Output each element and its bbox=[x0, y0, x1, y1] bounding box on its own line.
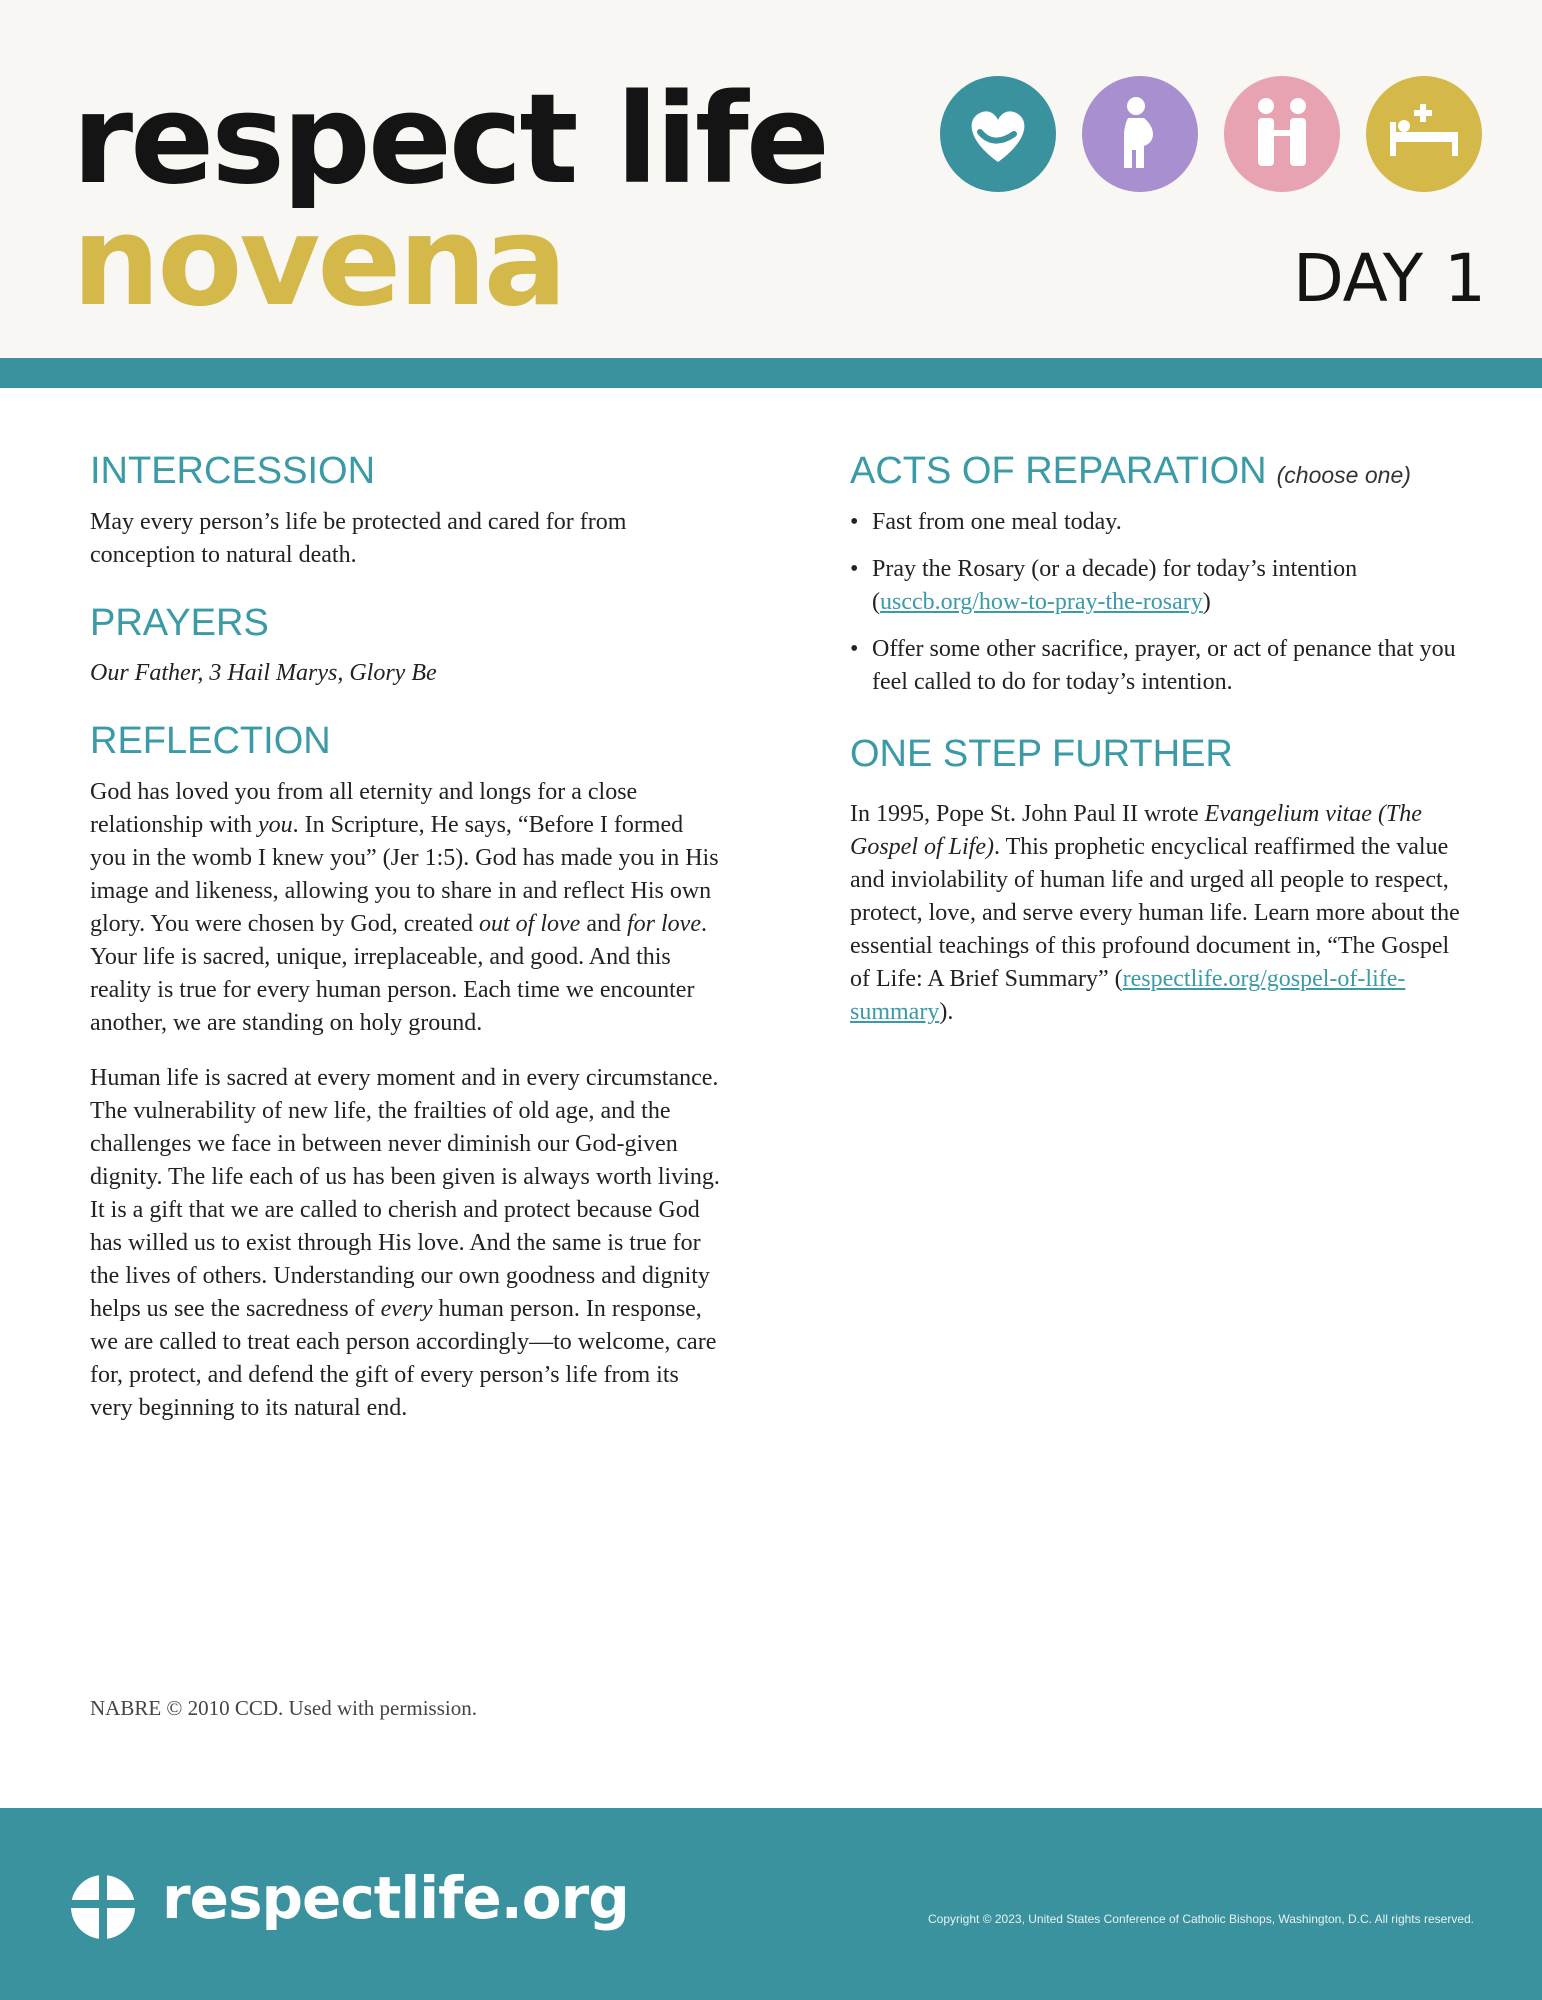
footer-site-link[interactable]: respectlife.org bbox=[162, 1864, 629, 1932]
reflection-section bbox=[90, 720, 720, 1425]
hospital-bed-icon bbox=[1366, 76, 1482, 192]
intercession-heading: INTERCESSION bbox=[90, 450, 376, 492]
prayers-section bbox=[90, 602, 720, 691]
list-item: • Fast from one meal today. bbox=[850, 506, 1460, 539]
reparation-heading: ACTS OF REPARATION (choose one) bbox=[850, 450, 1411, 492]
rosary-link[interactable]: usccb.org/how-to-pray-the-rosary bbox=[880, 588, 1203, 615]
gospel-of-life-link[interactable]: respectlife.org/gospel-of-life-summary bbox=[850, 966, 1406, 1026]
heart-hands-icon bbox=[940, 76, 1056, 192]
further-heading: ONE STEP FURTHER bbox=[850, 732, 1233, 775]
reparation-list bbox=[850, 506, 1460, 699]
day-label: DAY 1 bbox=[1293, 240, 1486, 317]
theme-icons bbox=[940, 76, 1482, 194]
title-line-2: novena bbox=[72, 190, 565, 334]
reflection-paragraph-1: God has loved you from all eternity and longs for a close relationship with you. In Scripture, He says, “Before I formed you in the womb I knew you” (Jer 1:5). God has made you in His image and likeness, allowing you to share in and reflect His own glory. You were chosen by God, created out of love and for love. Your life is sacred, unique, irreplaceable, and good. And this reality is true for every human person. Each time we encounter another, we are standing on holy ground. bbox=[90, 779, 719, 1037]
list-item: • Offer some other sacrifice, prayer, or act of penance that you feel called to do for today’s intention. bbox=[850, 633, 1460, 699]
further-text: In 1995, Pope St. John Paul II wrote Evangelium vitae (The Gospel of Life). This prophetic encyclical reaffirmed the value and inviolability of human life and urged all people to respect, protect, love, and serve every human life. Learn more about the essential teachings of this profound document in, “The Gospel of Life: A Brief Summary” (respectlife.org/gospel-of-life-summary). bbox=[850, 801, 1460, 1026]
reparation-note: (choose one) bbox=[1276, 462, 1411, 488]
intercession-text: May every person’s life be protected and cared for from conception to natural death. bbox=[90, 508, 627, 568]
header-divider bbox=[0, 358, 1542, 388]
pregnant-woman-icon bbox=[1082, 76, 1198, 192]
footer bbox=[0, 1808, 1542, 2000]
cross-logo-icon bbox=[70, 1874, 136, 1940]
reflection-heading: REFLECTION bbox=[90, 720, 331, 763]
family-icon bbox=[1224, 76, 1340, 192]
right-column bbox=[850, 450, 1460, 1051]
further-section bbox=[850, 733, 1460, 1030]
intercession-section bbox=[90, 450, 720, 572]
prayers-text: Our Father, 3 Hail Marys, Glory Be bbox=[90, 660, 437, 687]
footer-copyright: Copyright © 2023, United States Conference of Catholic Bishops, Washington, D.C. All rights reserved. bbox=[928, 1912, 1474, 1926]
header bbox=[0, 0, 1542, 358]
title-line-1: respect life bbox=[72, 68, 827, 212]
left-column bbox=[90, 450, 720, 1459]
prayers-heading: PRAYERS bbox=[90, 601, 269, 644]
reparation-section bbox=[850, 450, 1460, 699]
scripture-footnote: NABRE © 2010 CCD. Used with permission. bbox=[90, 1696, 477, 1720]
reflection-paragraph-2: Human life is sacred at every moment and in every circumstance. The vulnerability of new life, the frailties of old age, and the challenges we face in between never diminish our God-given dignity. The life each of us has been given is always worth living. It is a gift that we are called to cherish and protect because God has willed us to exist through His love. And the same is true for the lives of others. Understanding our own goodness and dignity helps us see the sacredness of every human person. In response, we are called to treat each person accordingly—to welcome, care for, protect, and defend the gift of every person’s life from its very beginning to its natural end. bbox=[90, 1065, 720, 1422]
list-item: • Pray the Rosary (or a decade) for today’s intention (usccb.org/how-to-pray-the-rosary) bbox=[850, 553, 1460, 619]
